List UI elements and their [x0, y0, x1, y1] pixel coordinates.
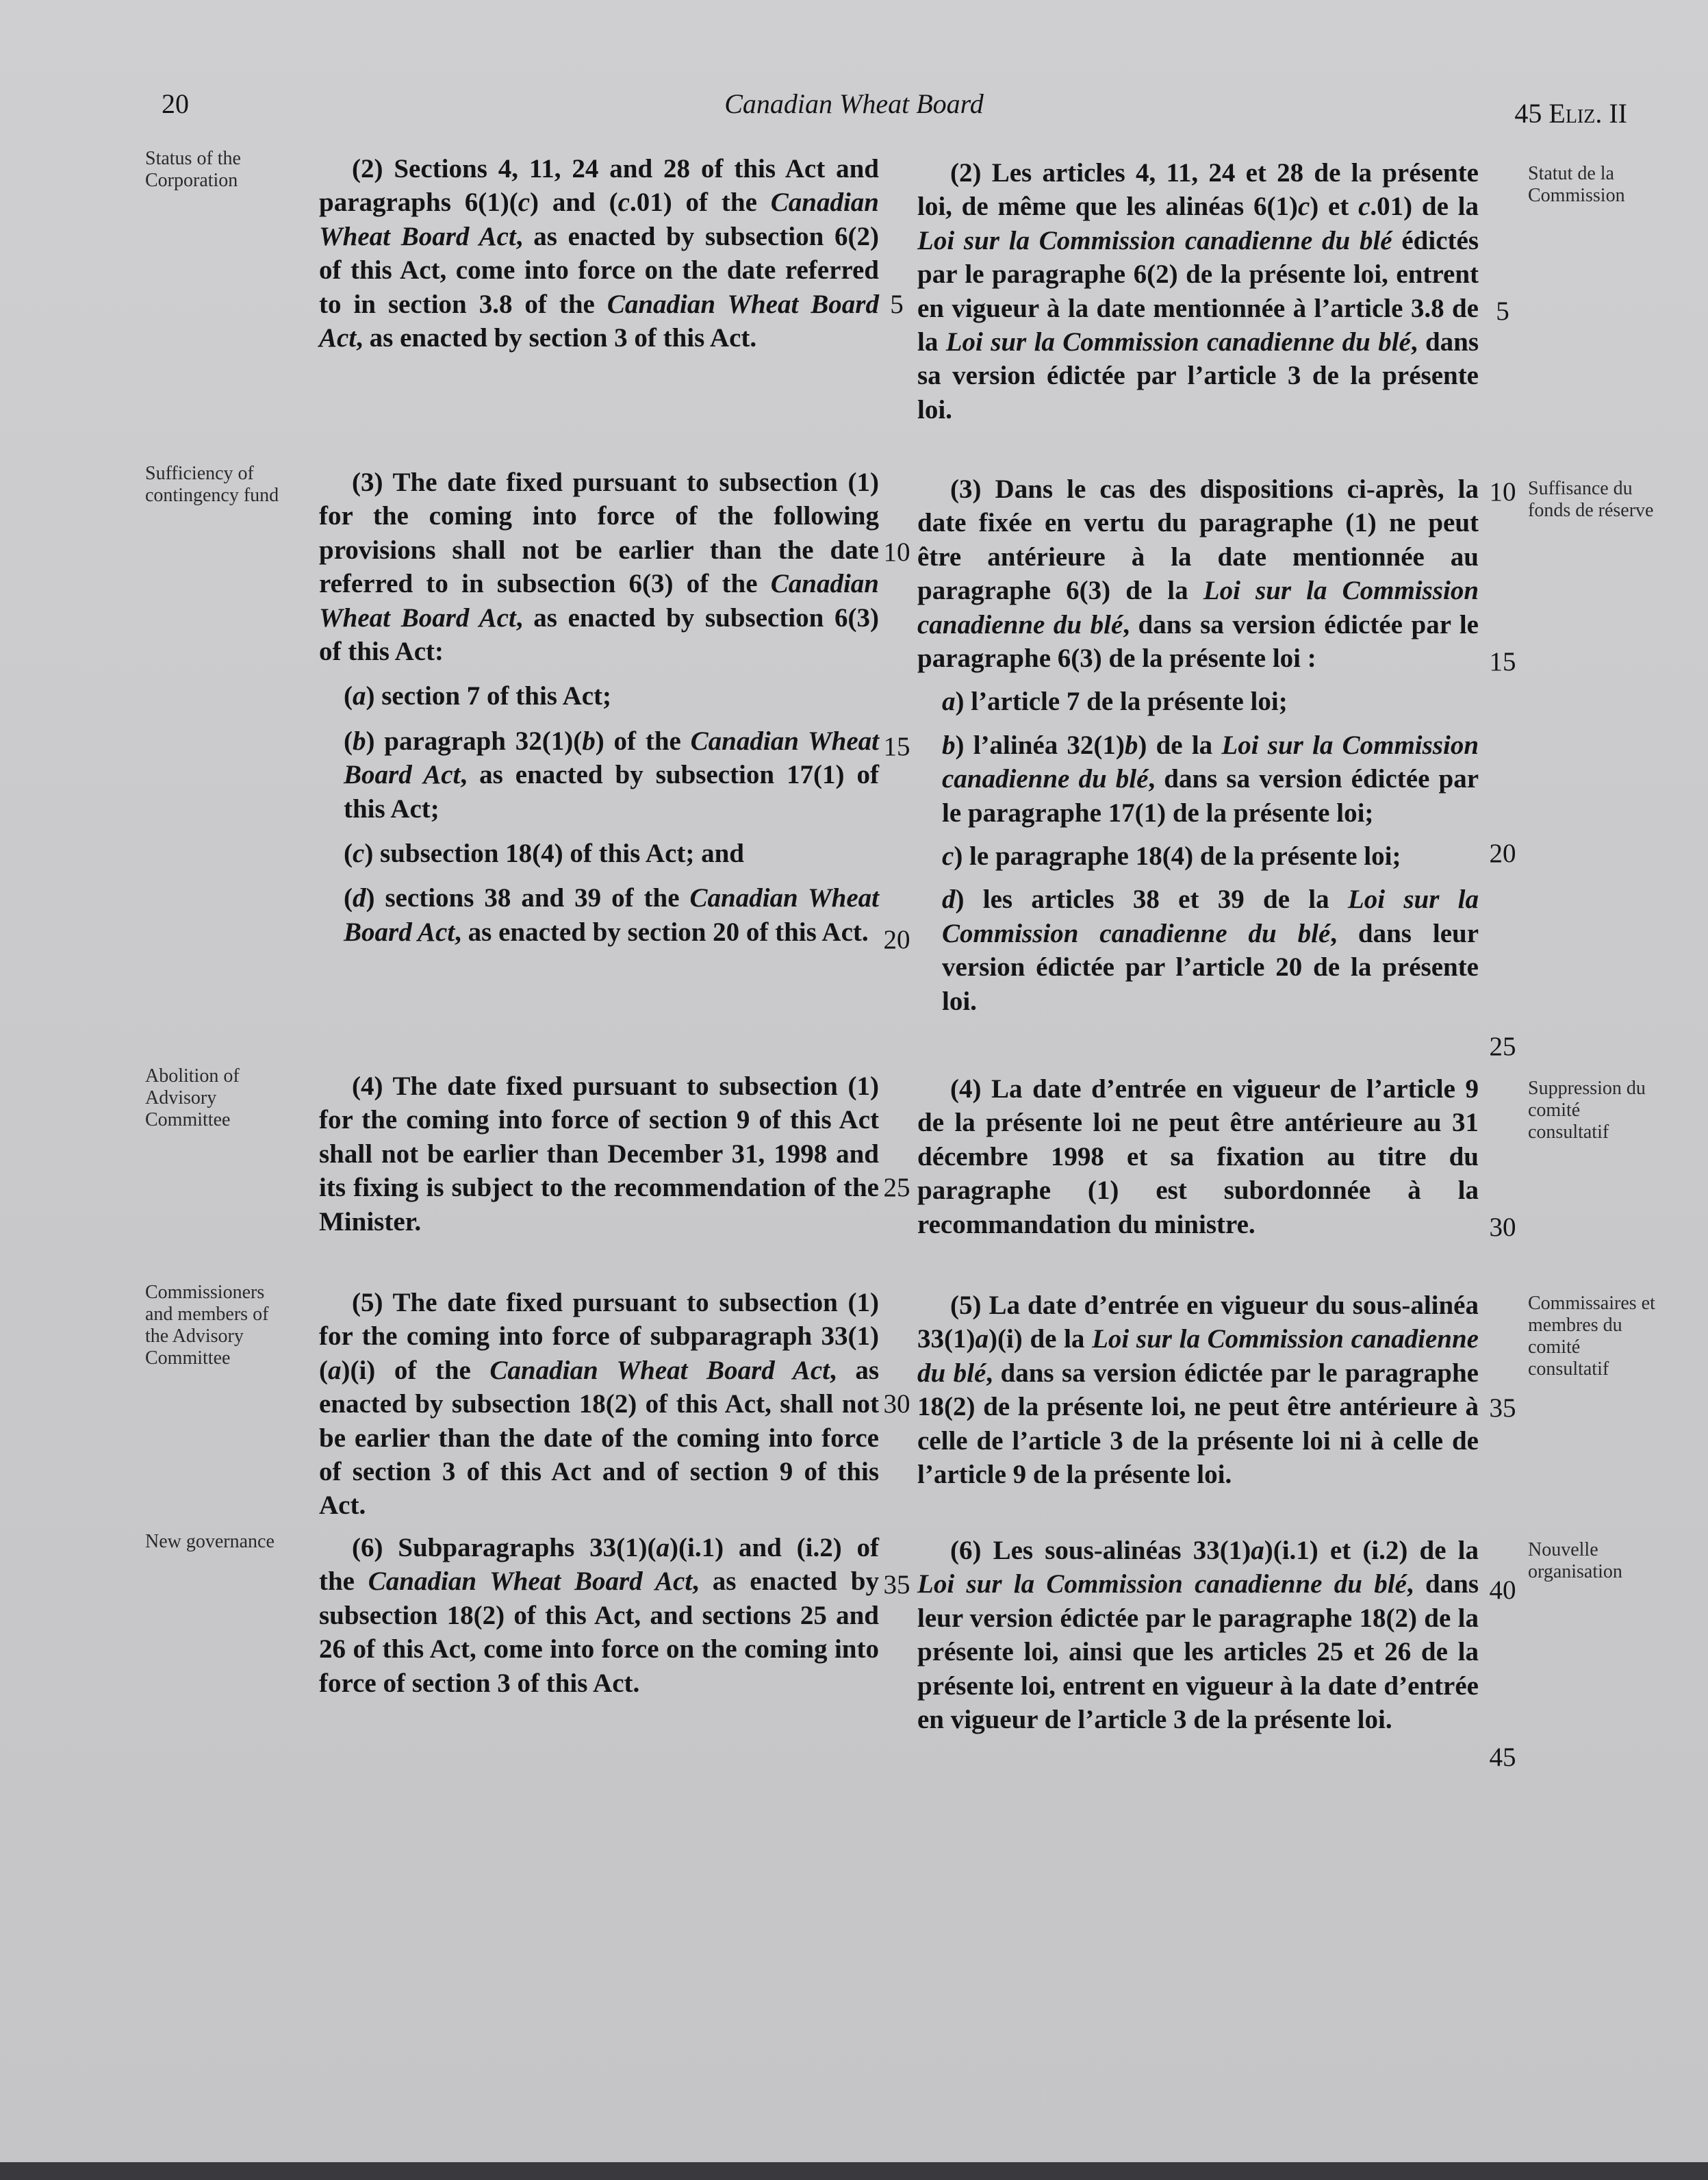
line-number: 20 — [1489, 839, 1516, 868]
line-number: 5 — [890, 290, 904, 319]
line-number: 15 — [1489, 647, 1516, 676]
en-subsection-5: (5) The date fixed pursuant to subsection (1) for the coming into force of subparagraph 33(1)(a)(i) of the Canadian Wheat Board Act, as enacted by subsection 18(2) of this Act, shall not be earlier than the date of the coming into force of section 3 of this Act and of section 9 of this Act. — [319, 1288, 879, 1521]
line-number: 10 — [883, 537, 910, 567]
line-number: 15 — [883, 732, 910, 761]
line-number: 35 — [883, 1570, 910, 1599]
line-number: 20 — [883, 925, 910, 954]
fr-subsection-6: (6) Les sous-alinéas 33(1)a)(i.1) et (i.2) de la Loi sur la Commission canadienne du blé, dans leur version édictée par le paragraphe 18(2) de la présente loi, ainsi que les articles 25 et 26 de la présente loi, entrent en vigueur à la date d’entrée en vigueur de l’article 3 de la présente loi. — [917, 1536, 1479, 1735]
en-subsection-4: (4) The date fixed pursuant to subsection (1) for the coming into force of section 9 of this Act shall not be earlier than December 31, 1998 and its fixing is subject to the recommendation of the Minister. — [319, 1072, 879, 1237]
en-subsection-3: (3) The date fixed pursuant to subsection (1) for the coming into force of the following provisions shall not be earlier than the date referred to in subsection 6(3) of the Canadian Wheat Board Act, as enacted by subsection 6(3) of this Act: (a) section 7 of this Act; (b) paragraph 32(1)(b) of the Canadian Wheat Board Act, as enacted by subsection 17(1) of this Act; (c) subsection 18(4) of this Act; and (d) sections 38 and 39 of the Canadian Wheat Board Act, as enacted by section 20 of this Act. — [319, 468, 880, 947]
margin-note-sufficiency: Sufficiency of contingency fund — [145, 463, 279, 506]
running-title: Canadian Wheat Board — [724, 88, 984, 119]
margin-note-suffisance: Suffisance du fonds de réserve — [1528, 478, 1654, 521]
regnal-year: 45 Eliz. II — [1514, 98, 1627, 129]
line-number: 35 — [1489, 1393, 1516, 1423]
en-subsection-2: (2) Sections 4, 11, 24 and 28 of this Act and paragraphs 6(1)(c) and (c.01) of the Canadian Wheat Board Act, as enacted by subsection 6(2) of this Act, come into force on the date referred to in section 3.8 of the Canadian Wheat Board Act, as enacted by section 3 of this Act. — [319, 154, 879, 353]
fr-subsection-4: (4) La date d’entrée en vigueur de l’article 9 de la présente loi ne peut être antérieure au 31 décembre 1998 et sa fixation au titre du paragraphe (1) est subordonnée à la recommandation du ministre. — [917, 1074, 1479, 1239]
line-number: 40 — [1489, 1575, 1516, 1605]
fr-subsection-5: (5) La date d’entrée en vigueur du sous-alinéa 33(1)a)(i) de la Loi sur la Commission canadienne du blé, dans sa version édictée par le paragraphe 18(2) de la présente loi, ne peut être antérieure à celle de l’article 3 de la présente loi ni à celle de l’article 9 de la présente loi. — [917, 1291, 1479, 1490]
margin-note-suppression: Suppression du comité consultatif — [1528, 1078, 1646, 1143]
line-number: 45 — [1489, 1742, 1516, 1772]
en-subsection-6: (6) Subparagraphs 33(1)(a)(i.1) and (i.2) of the Canadian Wheat Board Act, as enacted by subsection 18(2) of this Act, and sections 25 and 26 of this Act, come into force on the coming into force of section 3 of this Act. — [319, 1533, 879, 1698]
line-number: 25 — [1489, 1032, 1516, 1061]
margin-note-commissioners: Commissioners and members of the Advisory Committee — [145, 1282, 269, 1369]
margin-note-governance: New governance — [145, 1531, 275, 1552]
margin-note-statut: Statut de la Commission — [1528, 163, 1625, 206]
margin-note-status: Status of the Corporation — [145, 148, 241, 191]
fr-subsection-3: (3) Dans le cas des dispositions ci-après, la date fixée en vertu du paragraphe (1) ne peut être antérieure à la date mentionnée au paragraphe 6(3) de la Loi sur la Commission canadienne du blé, dans sa version édictée par le paragraphe 6(3) de la présente loi : a) l’article 7 de la présente loi; b) l’alinéa 32(1)b) de la Loi sur la Commission canadienne du blé, dans sa version édictée par le paragraphe 17(1) de la présente loi; c) le paragraphe 18(4) de la présente loi; d) les articles 38 et 39 de la Loi sur la Commission canadienne du blé, dans leur version édictée par l’article 20 de la présente loi. — [917, 474, 1479, 1016]
page-number: 20 — [162, 88, 189, 119]
margin-note-organisation: Nouvelle organisation — [1528, 1539, 1622, 1582]
line-number: 30 — [883, 1389, 910, 1419]
line-number: 5 — [1496, 296, 1509, 326]
fr-subsection-2: (2) Les articles 4, 11, 24 et 28 de la présente loi, de même que les alinéas 6(1)c) et c.01) de la Loi sur la Commission canadienne du blé édictés par le paragraphe 6(2) de la présente loi, entrent en vigueur à la date mentionnée à l’article 3.8 de la Loi sur la Commission canadienne du blé, dans sa version édictée par l’article 3 de la présente loi. — [917, 158, 1479, 424]
line-number: 30 — [1489, 1213, 1516, 1242]
scan-bottom-edge — [0, 2162, 1708, 2180]
margin-note-abolition: Abolition of Advisory Committee — [145, 1065, 240, 1130]
line-number: 10 — [1489, 477, 1516, 507]
margin-note-commissaires: Commissaires et membres du comité consultatif — [1528, 1293, 1655, 1380]
line-number: 25 — [883, 1173, 910, 1202]
